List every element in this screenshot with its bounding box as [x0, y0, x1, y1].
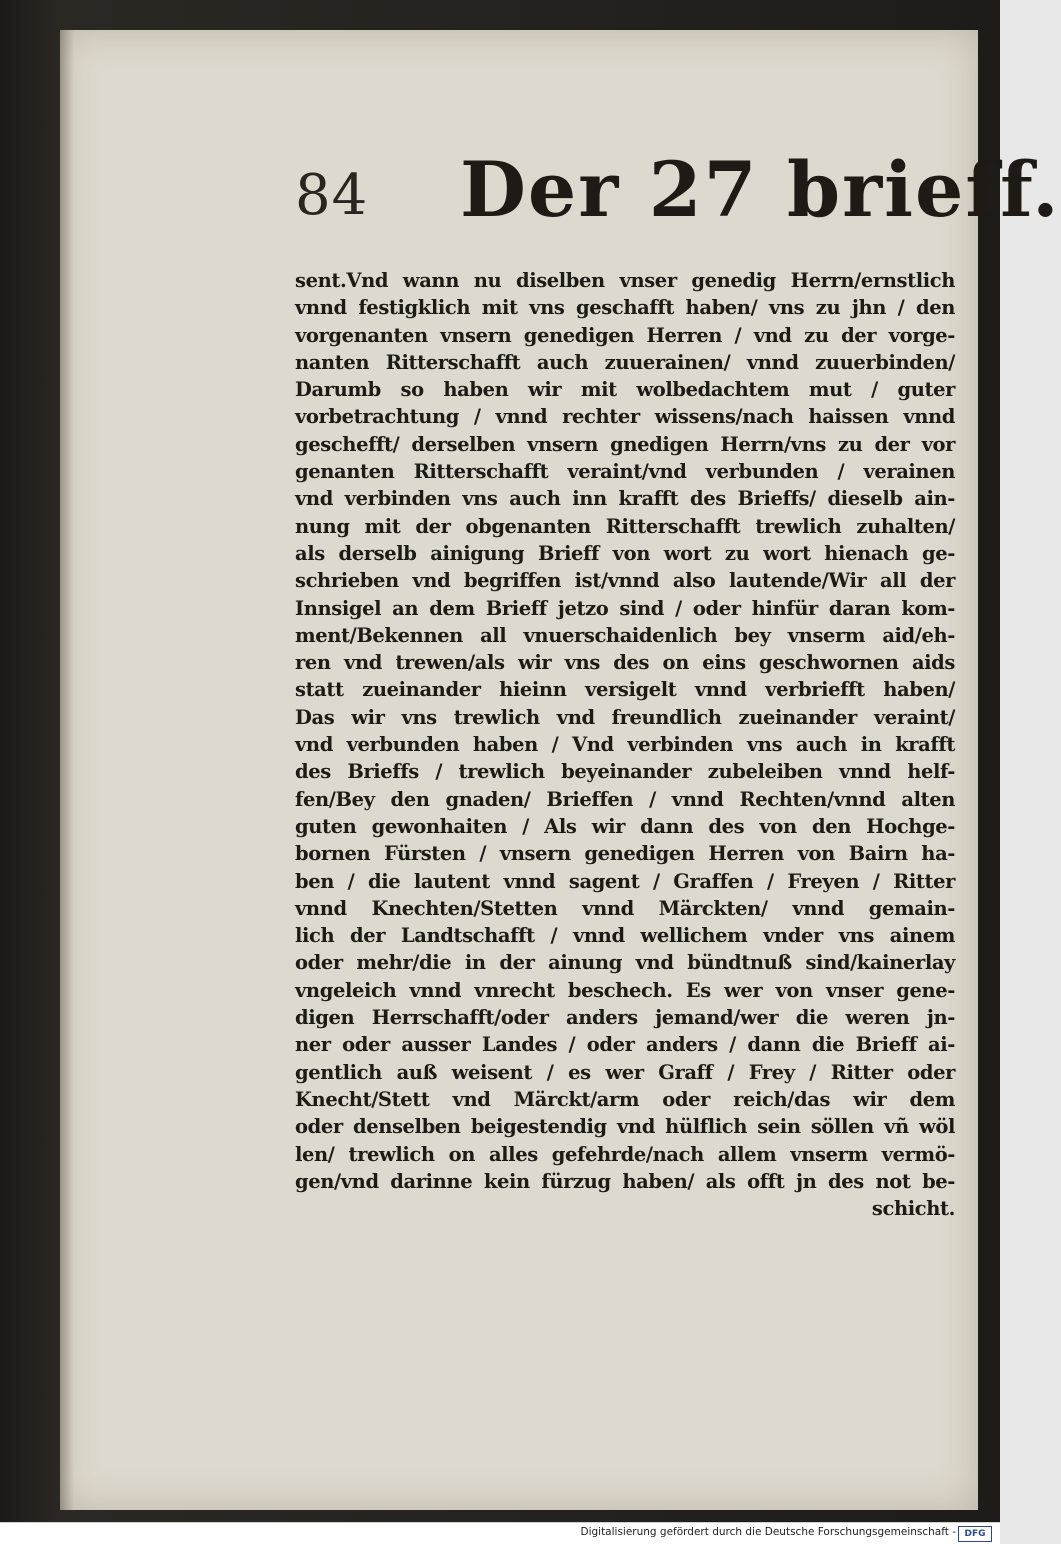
text-line: fen/Bey den gnaden/ Brieffen / vnnd Rechten/vnnd alten: [295, 787, 955, 811]
text-line: sent.Vnd wann nu diselben vnser genedig Herrn/ernstlich: [295, 269, 955, 292]
text-line: ment/Bekennen all vnuerschaidenlich bey vnserm aid/eh-: [295, 623, 955, 647]
text-line: statt zueinander hieinn versigelt vnnd verbriefft haben/: [295, 678, 955, 702]
text-line: vorbetrachtung / vnnd rechter wissens/nach haissen vnnd: [295, 405, 955, 429]
text-line: vnnd festigklich mit vns geschafft haben/ vns zu jhn / den: [295, 296, 955, 320]
funding-credit: Digitalisierung gefördert durch die Deutsche Forschungsgemeinschaft -: [580, 1526, 956, 1538]
text-line: vnd verbinden vns auch inn krafft des Brieffs/ dieselb ain-: [295, 487, 955, 511]
text-line: ben / die lautent vnnd sagent / Graffen / Freyen / Ritter: [295, 869, 955, 893]
text-line-final: schicht.: [871, 1197, 955, 1221]
text-line: ren vnd trewen/als wir vns des on eins geschwornen aids: [295, 651, 955, 675]
text-line: nanten Ritterschafft auch zuuerainen/ vnnd zuuerbinden/: [295, 350, 955, 374]
text-line: Knecht/Stett vnd Märckt/arm oder reich/das wir dem: [295, 1087, 955, 1111]
text-line: vngeleich vnnd vnrecht beschech. Es wer von vnser gene-: [295, 978, 955, 1002]
body-text: [295, 267, 955, 1222]
page-number: 84: [295, 163, 369, 228]
text-line: oder mehr/die in der ainung vnd bündtnuß sind/kainerlay: [295, 951, 955, 975]
text-line: gen/vnd darinne kein fürzug haben/ als offt jn des not be-: [295, 1169, 955, 1193]
running-title: Der 27 brieff.: [460, 145, 1061, 234]
text-line: lich der Landtschafft / vnnd wellichem vnder vns ainem: [295, 924, 955, 948]
text-line: nung mit der obgenanten Ritterschafft trewlich zuhalten/: [295, 514, 955, 538]
text-line: vorgenanten vnsern genedigen Herren / vnd zu der vorge-: [295, 323, 955, 347]
text-line: oder denselben beigestendig vnd hülflich sein söllen vñ wöl: [295, 1115, 955, 1139]
text-line: gentlich auß weisent / es wer Graff / Frey / Ritter oder: [295, 1060, 955, 1084]
text-line: Innsigel an dem Brieff jetzo sind / oder hinfür daran kom-: [295, 596, 955, 620]
text-line: vnnd Knechten/Stetten vnnd Märckten/ vnnd gemain-: [295, 896, 955, 920]
footer-bar: [0, 1522, 1000, 1544]
book-page: [60, 30, 1061, 1510]
text-line: len/ trewlich on alles gefehrde/nach allem vnserm vermö-: [295, 1142, 955, 1166]
page-header: [60, 145, 1061, 255]
text-line: guten gewonhaiten / Als wir dann des von den Hochge-: [295, 814, 955, 838]
text-line: schrieben vnd begriffen ist/vnnd also lautende/Wir all der: [295, 569, 955, 593]
text-line: genanten Ritterschafft veraint/vnd verbunden / verainen: [295, 460, 955, 484]
text-line: ner oder ausser Landes / oder anders / dann die Brieff ai-: [295, 1033, 955, 1057]
text-line: bornen Fürsten / vnsern genedigen Herren von Bairn ha-: [295, 842, 955, 866]
text-line: Das wir vns trewlich vnd freundlich zueinander veraint/: [295, 705, 955, 729]
dfg-logo-icon[interactable]: DFG: [958, 1526, 992, 1542]
text-line: vnd verbunden haben / Vnd verbinden vns auch in krafft: [295, 733, 955, 757]
text-line: des Brieffs / trewlich beyeinander zubeleiben vnnd helf-: [295, 760, 955, 784]
text-line: geschefft/ derselben vnsern gnedigen Herrn/vns zu der vor: [295, 432, 955, 456]
text-line: Darumb so haben wir mit wolbedachtem mut / guter: [295, 378, 955, 402]
text-line: als derselb ainigung Brieff von wort zu wort hienach ge-: [295, 541, 955, 565]
text-line: digen Herrschafft/oder anders jemand/wer die weren jn-: [295, 1006, 955, 1030]
